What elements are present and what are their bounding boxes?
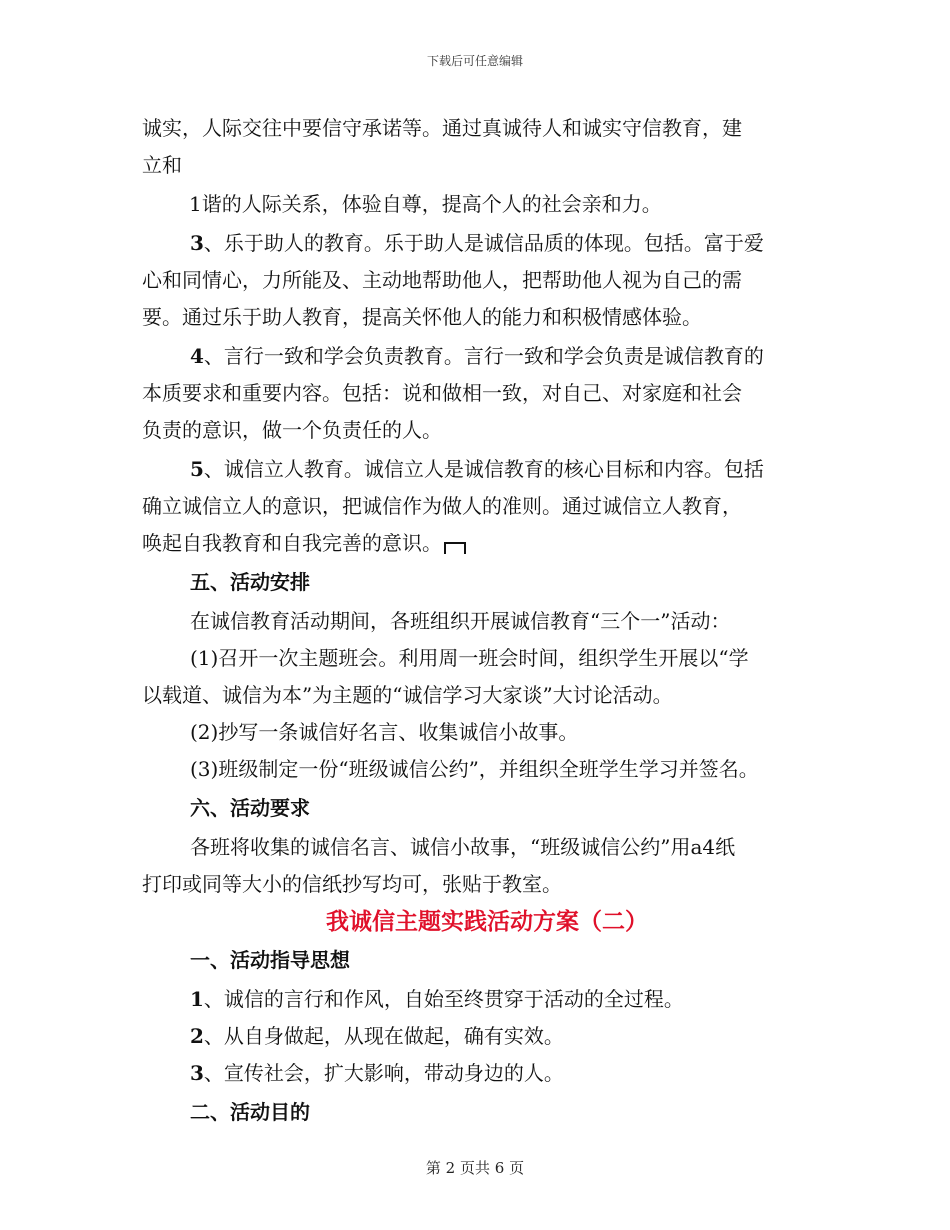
page-number: 第 2 页共 6 页 <box>425 1159 525 1177</box>
text-line: 确立诚信立人的意识，把诚信作为做人的准则。通过诚信立人教育， <box>142 494 742 518</box>
section-heading-6 <box>142 790 832 827</box>
item-text: 、诚信立人教育。诚信立人是诚信教育的核心目标和内容。包括 <box>203 457 764 481</box>
text-line: 1谐的人际关系，体验自尊，提高个人的社会亲和力。 <box>189 192 662 216</box>
text-line <box>142 714 832 751</box>
text-line: 要。通过乐于助人教育，提高关怀他人的能力和积极情感体验。 <box>142 305 702 329</box>
heading-text: 六、活动要求 <box>190 796 310 820</box>
item-text: 、乐于助人的教育。乐于助人是诚信品质的体现。包括。富于爱 <box>203 231 764 255</box>
text-line: 诚实，人际交往中要信守承诺等。通过真诚待人和诚实守信教育，建 <box>142 116 742 140</box>
item-number: 2 <box>190 1024 204 1048</box>
text-line <box>142 451 832 488</box>
item-text: 、诚信的言行和作风，自始至终贯穿于活动的全过程。 <box>203 987 684 1011</box>
section-heading-2 <box>142 1094 832 1131</box>
paragraph-harmony <box>142 186 832 223</box>
item-text: 唤起自我教育和自我完善的意识。 <box>142 531 442 555</box>
heading-text: 一、活动指导思想 <box>190 948 350 972</box>
text-line: 各班将收集的诚信名言、诚信小故事，“班级诚信公约”用a4纸 <box>190 835 736 859</box>
text-line <box>142 751 832 788</box>
document-title: 我诚信主题实践活动方案（二） <box>326 908 648 935</box>
list-marker: (3) <box>190 757 219 781</box>
text-line: 负责的意识，做一个负责任的人。 <box>142 418 442 442</box>
text-line: 立和 <box>142 153 182 177</box>
item-number: 5 <box>190 457 204 481</box>
section-heading-5 <box>142 564 832 601</box>
text-line: 本质要求和重要内容。包括：说和做相一致，对自己、对家庭和社会 <box>142 381 742 405</box>
list-marker: (1) <box>190 646 219 670</box>
item-5 <box>142 451 832 562</box>
text-line <box>142 338 832 375</box>
document-body <box>142 110 832 1131</box>
text-line <box>142 225 832 262</box>
text-line: 在诚信教育活动期间，各班组织开展诚信教育“三个一”活动： <box>190 609 731 633</box>
item-text: 、宣传社会，扩大影响，带动身边的人。 <box>203 1061 564 1085</box>
item-text: 班级制定一份“班级诚信公约”，并组织全班学生学习并签名。 <box>218 757 759 781</box>
text-line <box>142 525 832 562</box>
item-text: 召开一次主题班会。利用周一班会时间，组织学生开展以“学 <box>218 646 749 670</box>
paragraph-honesty <box>142 110 832 184</box>
item-text: 抄写一条诚信好名言、收集诚信小故事。 <box>218 720 579 744</box>
item-number: 3 <box>190 231 204 255</box>
text-line: 以载道、诚信为本”为主题的“诚信学习大家谈”大讨论活动。 <box>142 683 673 707</box>
text-line <box>142 1055 832 1092</box>
list-marker: (2) <box>190 720 219 744</box>
arrangement <box>142 603 832 788</box>
heading-text: 二、活动目的 <box>190 1100 310 1124</box>
item-text: 、从自身做起，从现在做起，确有实效。 <box>203 1024 564 1048</box>
item-number: 1 <box>190 987 204 1011</box>
guiding-ideas <box>142 981 832 1092</box>
item-4 <box>142 338 832 449</box>
text-line: 打印或同等大小的信纸抄写均可，张贴于教室。 <box>142 872 562 896</box>
item-number: 4 <box>190 344 204 368</box>
item-3 <box>142 225 832 336</box>
heading-text: 五、活动安排 <box>190 570 310 594</box>
requirements <box>142 829 832 903</box>
text-line: 心和同情心，力所能及、主动地帮助他人，把帮助他人视为自己的需 <box>142 268 742 292</box>
text-line <box>142 1018 832 1055</box>
text-line <box>142 640 832 677</box>
page-header: 下载后可任意编辑 <box>426 54 523 68</box>
item-number: 3 <box>190 1061 204 1085</box>
item-text: 、言行一致和学会负责教育。言行一致和学会负责是诚信教育的 <box>203 344 764 368</box>
section-heading-1 <box>142 942 832 979</box>
edit-mark-icon <box>444 542 466 554</box>
text-line <box>142 981 832 1018</box>
